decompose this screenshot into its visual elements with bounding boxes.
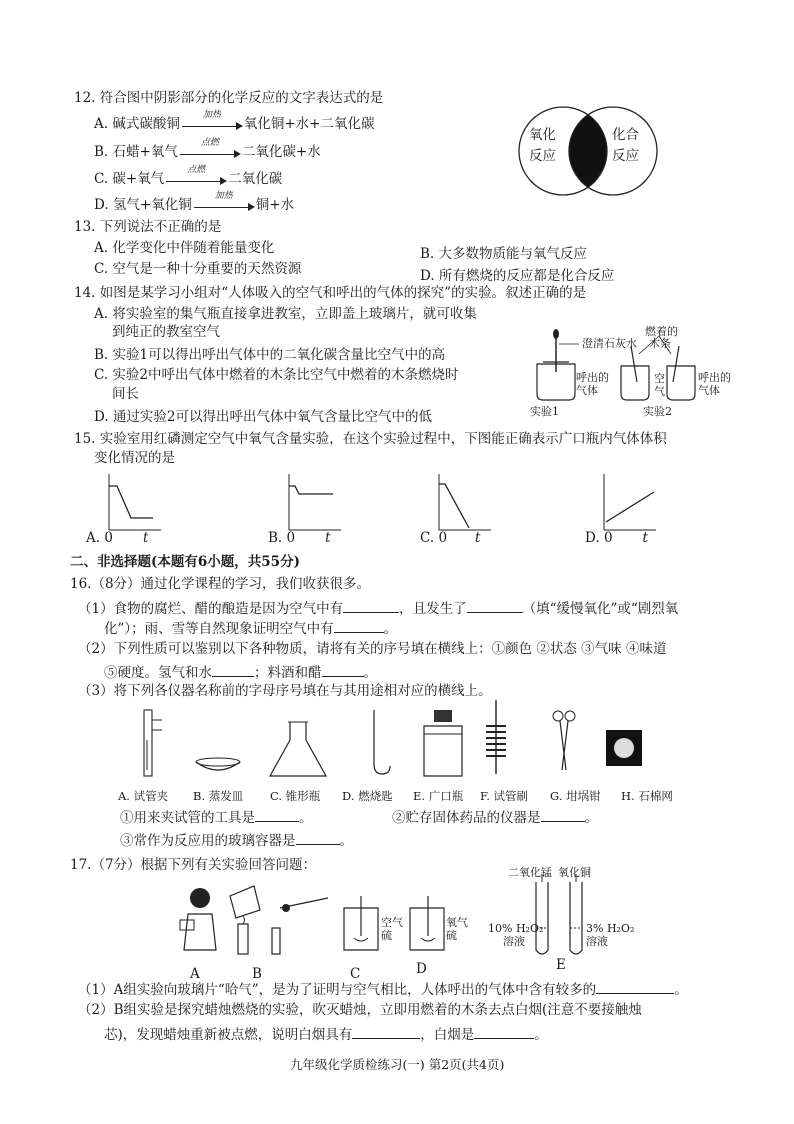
q14-option-a-line2: 到纯正的教室空气 xyxy=(112,324,220,340)
figure-label-b: B xyxy=(252,966,262,982)
q12-option-a: A. 碱式碳酸铜 加热 氧化铜+水+二氧化碳 xyxy=(94,109,375,132)
q15-stem-line1: 15. 实验室用红磷测定空气中氧气含量实验，在这个实验过程中，下图能正确表示广口瓶内气体体积 xyxy=(74,431,667,447)
graph-d xyxy=(600,474,660,536)
combustion-spoon-icon xyxy=(374,710,390,774)
evaporating-dish-icon xyxy=(196,758,240,770)
q17-part2-line2: 芯)，发现蜡烛重新被点燃，说明白烟具有 ，白烟是 。 xyxy=(104,1024,548,1044)
graph-d-label: D. 0 t xyxy=(585,530,648,546)
instrument-d-label: D. 燃烧匙 xyxy=(342,789,393,803)
graph-a-label: A. 0 t xyxy=(86,530,149,546)
q16-part1-line2: 化”）；雨、雪等自然现象证明空气中有 。 xyxy=(104,618,397,638)
test-tube-brush-icon xyxy=(486,700,506,774)
label-air-c1: 空气 xyxy=(381,916,403,929)
asbestos-net-icon xyxy=(606,730,642,766)
test-tubes-h2o2-icon xyxy=(536,874,582,954)
q16-part2-line2: ⑤硬度。氢气和水 ；料酒和醋 。 xyxy=(104,662,377,682)
person-breathing-icon xyxy=(180,888,216,950)
graph-b-label: B. 0 t xyxy=(268,530,331,546)
q17-stem: 17.（7分）根据下列有关实验回答问题： xyxy=(70,857,317,873)
label-experiment-2: 实验2 xyxy=(643,405,672,418)
label-air-2: 气 xyxy=(654,385,665,398)
sulfur-burning-air-icon xyxy=(344,896,378,950)
q12-option-b: B. 石蜡+氧气 点燃 二氧化碳+水 xyxy=(94,137,321,160)
instruments-figure xyxy=(118,700,678,786)
label-air-1: 空 xyxy=(654,372,665,385)
q16-part3-stem: （3）将下列各仪器名称前的字母序号填在与其用途相对应的横线上。 xyxy=(78,683,492,699)
label-burning-stick-2: 木条 xyxy=(649,337,671,350)
label-burning-stick-1: 燃着的 xyxy=(645,325,678,338)
q14-experiment-figure xyxy=(515,322,765,412)
label-h2o2-10: 10% H₂O₂ xyxy=(488,922,544,935)
instrument-h-label: H. 石棉网 xyxy=(621,789,673,803)
q13-option-a: A. 化学变化中伴随着能量变化 xyxy=(94,240,275,256)
venn-left-top: 氧化 xyxy=(529,127,556,143)
q16-part1-line1: （1）食物的腐烂、醋的酿造是因为空气中有 ，且发生了 （填“缓慢氧化”或“剧烈氧 xyxy=(78,598,678,618)
label-solution-left: 溶液 xyxy=(503,935,525,948)
condition-label: 加热 xyxy=(202,109,221,120)
test-tube-holder-icon xyxy=(144,710,162,776)
answer-blank[interactable] xyxy=(474,1024,534,1039)
label-exhaled-gas-1a: 呼出的 xyxy=(576,371,609,384)
instrument-f-label: F. 试管刷 xyxy=(480,789,528,803)
q16-usage-3: ③常作为反应用的玻璃容器是 。 xyxy=(120,830,353,850)
condition-label: 点燃 xyxy=(187,164,206,175)
answer-blank[interactable] xyxy=(343,598,399,613)
graph-b xyxy=(285,474,345,536)
graph-c-label: C. 0 t xyxy=(420,530,481,546)
answer-blank[interactable] xyxy=(467,598,523,613)
q17-experiment-figure xyxy=(178,868,648,964)
q13-option-d: D. 所有燃烧的反应都是化合反应 xyxy=(420,268,615,284)
label-solution-right: 溶液 xyxy=(586,935,608,948)
figure-label-e: E xyxy=(556,957,566,973)
sulfur-burning-oxygen-icon xyxy=(410,896,444,950)
label-sulfur-c: 硫 xyxy=(381,929,392,942)
instrument-c-label: C. 锥形瓶 xyxy=(270,789,321,803)
figure-label-a: A xyxy=(190,966,200,982)
candle-with-cup-icon xyxy=(230,886,328,954)
section-2-heading: 二、非选择题(本题有6小题，共55分) xyxy=(70,554,300,570)
label-lime-water: 澄清石灰水 xyxy=(582,337,637,350)
q14-stem: 14. 如图是某学习小组对“人体吸入的空气和呼出的气体的探究”的实验。叙述正确的是 xyxy=(74,285,587,301)
venn-right-top: 化合 xyxy=(612,127,639,143)
venn-left-bottom: 反应 xyxy=(529,148,556,164)
graph-c xyxy=(435,474,495,536)
q14-option-c-line2: 间长 xyxy=(112,386,139,402)
q15-stem-line2: 变化情况的是 xyxy=(94,450,175,466)
instrument-e-label: E. 广口瓶 xyxy=(413,789,464,803)
answer-blank[interactable] xyxy=(596,979,674,994)
q17-part2-line1: （2）B组实验是探究蜡烛燃烧的实验，吹灭蜡烛，立即用燃着的木条去点白烟(注意不要接触烛 xyxy=(78,1002,642,1018)
label-h2o2-3: 3% H₂O₂ xyxy=(586,922,635,935)
answer-blank[interactable] xyxy=(334,618,384,633)
label-experiment-1: 实验1 xyxy=(530,405,559,418)
q13-stem: 13. 下列说法不正确的是 xyxy=(74,219,222,235)
label-exhaled-gas-2b: 气体 xyxy=(698,384,720,397)
label-mno2: 二氧化锰 xyxy=(508,866,552,879)
figure-label-c: C xyxy=(350,966,361,982)
page-footer: 九年级化学质检练习(一) 第2页(共4页) xyxy=(290,1057,505,1072)
answer-blank[interactable] xyxy=(352,1024,420,1039)
venn-right-bottom: 反应 xyxy=(612,148,639,164)
instrument-a-label: A. 试管夹 xyxy=(118,789,169,803)
answer-blank[interactable] xyxy=(541,807,585,822)
q17-part1: （1）A组实验向玻璃片“哈气”，是为了证明与空气相比，人体呼出的气体中含有较多的 。 xyxy=(78,979,688,999)
q13-option-b: B. 大多数物质能与氧气反应 xyxy=(420,246,588,262)
graph-a xyxy=(105,474,165,536)
label-sulfur-d: 硫 xyxy=(446,929,457,942)
label-exhaled-gas-1b: 气体 xyxy=(576,384,598,397)
condition-label: 点燃 xyxy=(200,137,219,148)
q12-option-c: C. 碳+氧气 点燃 二氧化碳 xyxy=(94,164,283,187)
q14-option-a-line1: A. 将实验室的集气瓶直接拿进教室，立即盖上玻璃片，就可收集 xyxy=(94,306,477,322)
condition-label: 加热 xyxy=(214,190,233,201)
q14-option-b: B. 实验1可以得出呼出气体中的二氧化碳含量比空气中的高 xyxy=(94,347,446,363)
label-cuo: 氧化铜 xyxy=(558,866,591,879)
q14-option-d: D. 通过实验2可以得出呼出气体中氧气含量比空气中的低 xyxy=(94,409,433,425)
q16-part2-line1: （2）下列性质可以鉴别以下各种物质，请将有关的序号填在横线上：①颜色 ②状态 ③气味 ④味道 xyxy=(78,641,667,657)
instrument-b-label: B. 蒸发皿 xyxy=(193,789,244,803)
q13-option-c: C. 空气是一种十分重要的天然资源 xyxy=(94,261,302,277)
answer-blank[interactable] xyxy=(322,662,364,677)
answer-blank[interactable] xyxy=(296,830,340,845)
wide-mouth-bottle-icon xyxy=(424,710,462,776)
crucible-tongs-icon xyxy=(553,711,575,770)
q16-usage-1: ①用来夹试管的工具是 。 xyxy=(120,807,313,827)
instrument-g-label: G. 坩埚钳 xyxy=(550,789,601,803)
figure-label-d: D xyxy=(416,961,427,977)
answer-blank[interactable] xyxy=(255,807,299,822)
q12-stem: 12. 符合图中阴影部分的化学反应的文字表达式的是 xyxy=(74,90,384,106)
q14-option-c-line1: C. 实验2中呼出气体中燃着的木条比空气中燃着的木条燃烧时 xyxy=(94,367,459,383)
conical-flask-icon xyxy=(270,722,326,776)
q16-usage-2: ②贮存固体药品的仪器是 。 xyxy=(392,807,598,827)
label-oxygen-d1: 氧气 xyxy=(446,916,468,929)
label-exhaled-gas-2a: 呼出的 xyxy=(698,371,731,384)
answer-blank[interactable] xyxy=(212,662,254,677)
q12-option-d: D. 氢气+氧化铜 加热 铜+水 xyxy=(94,190,295,213)
q16-stem: 16.（8分）通过化学课程的学习，我们收获很多。 xyxy=(70,576,371,592)
